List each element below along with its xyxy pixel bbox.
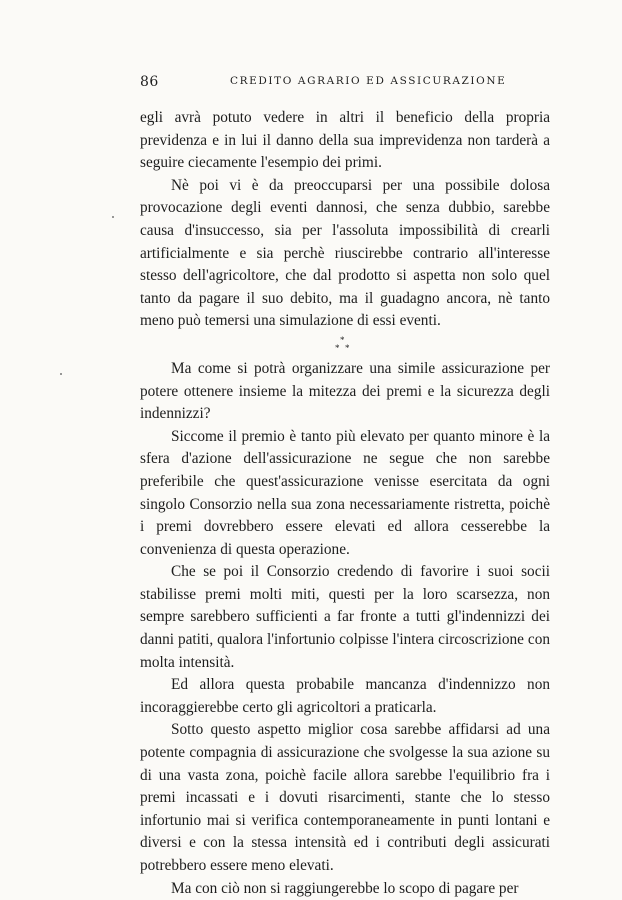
- section-ornament: [140, 333, 550, 358]
- page-number: 86: [140, 74, 159, 90]
- ornament-star-left: *: [335, 342, 340, 353]
- paragraph-2: Nè poi vi è da preoccuparsi per una possibile dolosa provocazione degli eventi dannosi, che senza dubbio, sarebbe causa d'insuccesso, sia per l'assoluta impossibilità di crearli artificialmente e sia perchè riuscirebbe contrario all'interesse stesso dell'agricoltore, che dal prodotto si aspetta non solo quel tanto da pagare il suo debito, ma il guadagno ancora, nè tanto meno può temersi una simulazione di essi eventi.: [140, 176, 550, 330]
- paragraph-1: egli avrà potuto vedere in altri il beneficio della propria previdenza e in lui il danno della sua imprevidenza non tarderà a seguire ciecamente l'esempio dei primi.: [140, 109, 550, 172]
- body-text: [140, 107, 550, 900]
- page-header: [140, 74, 540, 92]
- paragraph-7: Sotto questo aspetto miglior cosa sarebbe affidarsi ad una potente compagnia di assicurazione che svolgesse la sua azione su di una vasta zona, poichè facile allora sarebbe l'equilibrio fra i premi incassati e i dovuti risarcimenti, stante che lo stesso infortunio mai si verifica contemporaneamente in punti lontani e diversi e con la stessa intensità ed i contributi degli assicurati potrebbero essere meno elevati.: [140, 721, 550, 874]
- paragraph-3: Ma come si potrà organizzare una simile assicurazione per potere ottenere insieme la mitezza dei premi e la sicurezza degli indennizzi?: [140, 359, 550, 423]
- paper-speck: [112, 216, 114, 218]
- paper-speck: [60, 373, 62, 375]
- ornament-star-right: *: [345, 342, 350, 353]
- ornament-star-top: *: [340, 334, 345, 345]
- paragraph-5: Che se poi il Consorzio credendo di favorire i suoi socii stabilisse premi molti miti, questi per la loro scarsezza, non sempre sarebbero sufficienti a far fronte a tutti gl'indennizzi dei danni patiti, qualora l'infortunio colpisse l'intera circoscrizione con molta intensità.: [140, 563, 550, 671]
- paragraph-6: Ed allora questa probabile mancanza d'indennizzo non incoraggierebbe certo gli agricoltori a praticarla.: [140, 676, 550, 716]
- paragraph-4: Siccome il premio è tanto più elevato per quanto minore è la sfera d'azione dell'assicurazione ne segue che non sarebbe preferibile che quest'assicurazione venisse esercitata da ogni singolo Consorzio nella sua zona necessariamente ristretta, poichè i premi dovrebbero essere elevati ed allora cesserebbe la convenienza di questa operazione.: [140, 427, 550, 558]
- running-title: CREDITO AGRARIO ED ASSICURAZIONE: [230, 75, 507, 87]
- paragraph-8: Ma con ciò non si raggiungerebbe lo scopo di pagare per: [171, 879, 519, 897]
